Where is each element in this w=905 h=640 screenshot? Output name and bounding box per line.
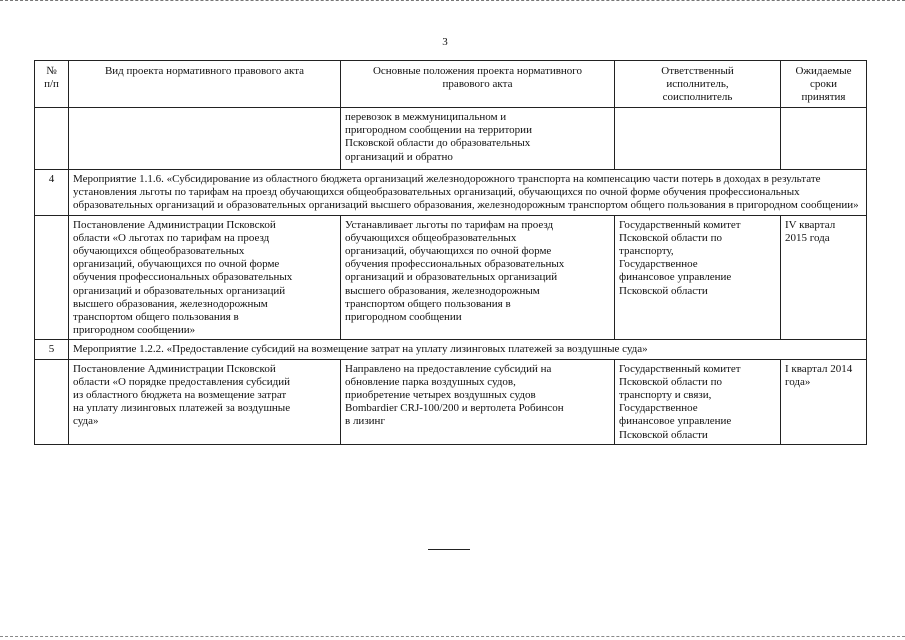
measure-number: 5 <box>35 340 69 359</box>
cell-provisions: Направлено на предоставление субсидий на обновление парка воздушных судов, приобретение четырех воздушных судов Bombardier CRJ-100/200 и вертолета Робинсон в лизинг <box>341 359 615 444</box>
footer-divider <box>428 549 470 550</box>
cell-responsible <box>615 108 781 170</box>
table-row <box>35 215 867 340</box>
scan-edge-top <box>0 0 905 2</box>
measure-title: Мероприятие 1.2.2. «Предоставление субсидий на возмещение затрат на уплату лизинговых платежей за воздушные суда» <box>69 340 867 359</box>
normative-acts-table <box>34 60 867 445</box>
cell-num <box>35 215 69 340</box>
header-provisions: Основные положения проекта нормативного правового акта <box>341 61 615 108</box>
cell-provisions: Устанавливает льготы по тарифам на проезд обучающихся общеобразовательных организаций, обучающихся по очной форме обучения профессиональных образовательных организаций и образовательных организаций высшего образования, железнодорожным транспортом общего пользования в пригородном сообщении <box>341 215 615 340</box>
cell-act-type: Постановление Администрации Псковской области «О льготах по тарифам на проезд обучающихся общеобразовательных организаций, обучающихся по очной форме обучения профессиональных образовательных организаций и образовательных организаций высшего образования, железнодорожным транспортом общего пользования в пригородном сообщении» <box>69 215 341 340</box>
table-row <box>35 359 867 444</box>
table-header-row <box>35 61 867 108</box>
cell-num <box>35 108 69 170</box>
measure-title-row <box>35 340 867 359</box>
cell-deadline: I квартал 2014 года» <box>781 359 867 444</box>
page-number: 3 <box>442 36 448 48</box>
cell-num <box>35 359 69 444</box>
cell-responsible: Государственный комитет Псковской области по транспорту и связи, Государственное финансовое управление Псковской области <box>615 359 781 444</box>
header-deadline: Ожидаемые сроки принятия <box>781 61 867 108</box>
scan-edge-bottom <box>0 636 905 638</box>
header-act-type: Вид проекта нормативного правового акта <box>69 61 341 108</box>
cell-act-type <box>69 108 341 170</box>
measure-title-row <box>35 170 867 216</box>
header-num: № п/п <box>35 61 69 108</box>
cell-provisions: перевозок в межмуниципальном и пригородном сообщении на территории Псковской области до образовательных организаций и обратно <box>341 108 615 170</box>
header-responsible: Ответственный исполнитель, соисполнитель <box>615 61 781 108</box>
cell-responsible: Государственный комитет Псковской области по транспорту, Государственное финансовое управление Псковской области <box>615 215 781 340</box>
table-row-continuation <box>35 108 867 170</box>
cell-act-type: Постановление Администрации Псковской области «О порядке предоставления субсидий из областного бюджета на возмещение затрат на уплату лизинговых платежей за воздушные суда» <box>69 359 341 444</box>
cell-deadline <box>781 108 867 170</box>
measure-number: 4 <box>35 170 69 216</box>
measure-title: Мероприятие 1.1.6. «Субсидирование из областного бюджета организаций железнодорожного транспорта на компенсацию части потерь в доходах в результате установления льготы по тарифам на проезд обучающихся общеобразовательных организаций, обучающихся по очной форме обучения профессиональных образовательных организаций и образовательных организаций высшего образования, железнодорожным транспортом общего пользования в пригородном сообщении» <box>69 170 867 216</box>
cell-deadline: IV квартал 2015 года <box>781 215 867 340</box>
